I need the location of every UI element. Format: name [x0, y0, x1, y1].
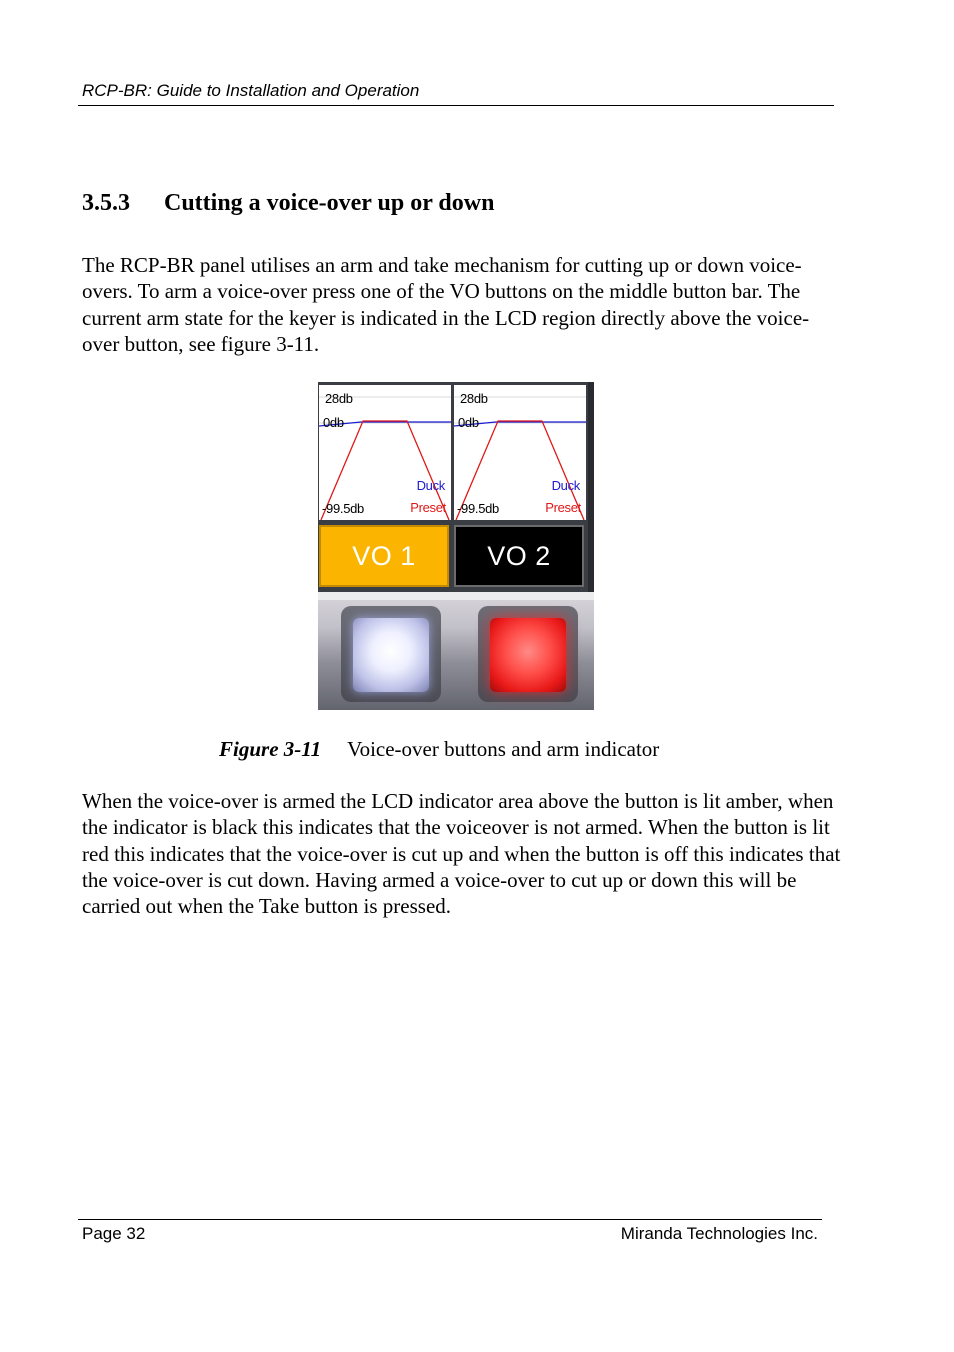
vo1-button[interactable]	[353, 618, 429, 692]
figure-caption-text: Voice-over buttons and arm indicator	[347, 737, 660, 761]
section-heading	[82, 190, 494, 217]
vo1-zero-level-label: 0db	[323, 415, 344, 430]
button-bar-ledge	[318, 592, 594, 600]
vo1-bottom-level-label: -99.5db	[322, 501, 364, 516]
vo1-top-level-label: 28db	[325, 391, 353, 406]
button-bar	[318, 592, 594, 710]
lcd-region	[318, 382, 594, 592]
header-rule	[78, 105, 834, 106]
panel-edge	[588, 382, 594, 592]
vo2-arm-indicator: VO 2	[454, 525, 584, 587]
section-title: Cutting a voice-over up or down	[164, 190, 495, 216]
vo2-zero-level-label: 0db	[458, 415, 479, 430]
vo1-arm-indicator: VO 1	[319, 525, 449, 587]
intro-paragraph: The RCP-BR panel utilises an arm and take mechanism for cutting up or down voice-overs. To arm a voice-over press one of the VO buttons on the middle button bar. The current arm state for the keyer is indicated in the LCD region directly above the voice-over button, see figure 3-11.	[82, 253, 810, 356]
section-number: 3.5.3	[82, 190, 130, 216]
page-number: Page 32	[82, 1224, 146, 1243]
figure-label: Figure 3-11	[219, 737, 322, 761]
running-header: RCP-BR: Guide to Installation and Operation	[82, 81, 420, 100]
vo1-duck-label: Duck	[416, 478, 445, 493]
figure-caption	[219, 737, 659, 762]
explanation-paragraph: When the voice-over is armed the LCD indicator area above the button is lit amber, when the indicator is black this indicates that the voiceover is not armed. When the button is lit red this indicates that the voice-over is cut up and when the button is off this indicates that the voice-over is cut down. Having armed a voice-over to cut up or down this will be carried out when the Take button is pressed.	[82, 789, 841, 919]
voice-over-figure	[318, 382, 594, 710]
vo1-preset-label: Preset	[410, 500, 446, 515]
vo2-bottom-level-label: -99.5db	[457, 501, 499, 516]
company-name: Miranda Technologies Inc.	[620, 1224, 818, 1243]
vo1-level-graph	[319, 385, 451, 520]
vo2-duck-label: Duck	[551, 478, 580, 493]
footer-rule	[78, 1219, 822, 1220]
vo2-top-level-label: 28db	[460, 391, 488, 406]
vo2-preset-label: Preset	[545, 500, 581, 515]
vo2-button[interactable]	[490, 618, 566, 692]
vo2-level-graph	[454, 385, 586, 520]
